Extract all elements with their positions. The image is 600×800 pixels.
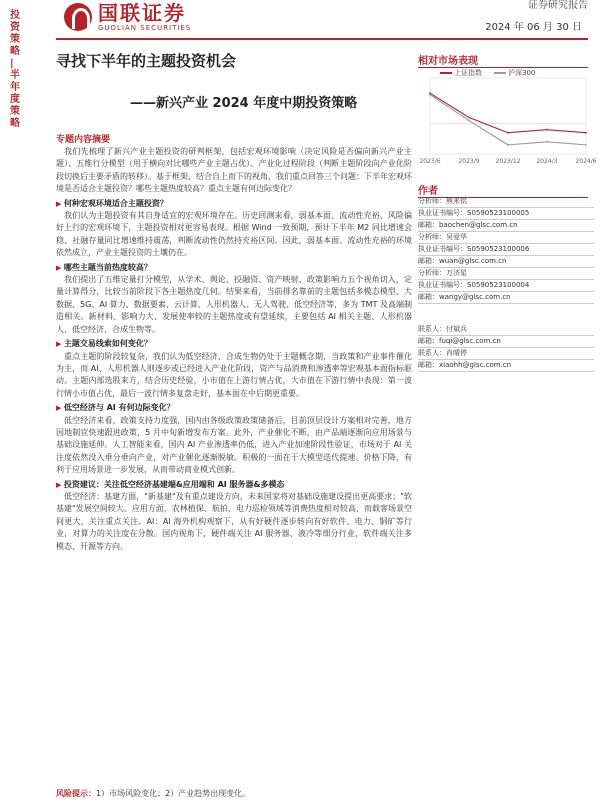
section-paragraph: 我们提出了五维定量打分模型，从学术、舆论、投融资、资产映射、政策影响力五个视角切入，定量计算得分，比较当前阶段下各主题热度几何。结果来看，当前排名靠前的主题包括多模态模型、大数据、5G、AI 算力、数据要素、云计算、人形机器人、无人驾驶、低空经济等，多为 TMT 及高端制造相关。新材料、影响力大、发展使率较的主题热度或有望延续，主要包括 AI 相关主题、人形机器人、低空经济、合成生物等。	[56, 275, 412, 334]
section-heading: ▶ 低空经济与 AI 有何边际变化？	[56, 402, 412, 414]
series-point	[468, 117, 470, 119]
section-paragraph: 我们认为主题投资有其自身适宜的宏观环境存在。历史回测来看，弱基本面、流动性充裕、风险偏好上行的宏观环境下，主题投资相对更容易表现。根据 Wind 一致预期，预计下半年 M2 同比增速会稳、社融存量同比增速维持震荡，判断流动性仍然持充裕区间。因此，弱基本面、流动性充裕的环境依然成立，产业主题投资的土壤仍在。	[56, 211, 412, 258]
section-paragraph: 低空经济：基建方面，"新基建"及有重点建设方向，未来国家将对基础设施建设提出更高要求；"软基建"发展空间较大。应用方面，农林植保、航拍、电力巡检领域等消费热度相对较高，而载客场景空间更大，关注重点关注。AI：AI 海外机构观察下，从有好硬件逐步转向有好软件、电力、铜矿等行业，对算力的关注度在分散。国内视角下，硬件端关注 AI 服务器、液冷等细分行业，软件端关注多模态、开源等方向。	[56, 491, 412, 551]
author-line: 执业证书编号：S0590523100005	[418, 208, 594, 220]
header-divider	[56, 38, 588, 40]
section-paragraph: 重点主题的阶段较复杂，我们认为低空经济、合成生物仍处于主题概念期，当政策和产业事件催化为主，而 AI、人形机器人则逐步或已经进入产业化阶段，资产与品消费和渗透率等宏观基本面指标驱动。主题内部选股来方，结合历史经验，小市值在上游行情占优，大市值在下游行情中表现：第一波行情小市值占优，最后一波行情多复盘走好，基本面在中后期更重要。	[56, 351, 412, 398]
x-tick-label: 2023/6	[419, 158, 441, 165]
relative-performance-chart	[412, 64, 597, 174]
author-line: 分析师：万济星	[418, 268, 594, 280]
legend-item-0: 上证指数	[440, 68, 482, 78]
author-line	[418, 304, 594, 324]
series-point	[507, 132, 509, 134]
author-line: 执业证书编号：S0590523100004	[418, 280, 594, 292]
series-line-0	[430, 93, 586, 133]
author-line: 分析师：熊来铭	[418, 196, 594, 208]
series-point	[546, 141, 548, 143]
author-line: 邮箱：fuqi@glsc.com.cn	[418, 336, 594, 348]
legend-item-1: 沪深300	[494, 68, 535, 78]
risk-note: 风险提示：1）市场风险变化；2）产业趋势出现变化。	[56, 789, 251, 798]
series-point	[429, 94, 431, 96]
summary-intro: 我们先梳理了新兴产业主题投资的研判框架，包括宏观环境影响（决定风险是否偏向新兴产业主题）、五维行分模型（用于横向对比哪些产业主题占优）、产业化过程阶段（判断主题阶段向产业化阶段切换后主要矛盾的转移）。基于框架，结合自上而下的视角，我们重点回答三个问题：下半年宏观环境是否适合主题投资？哪些主题热度较高？重点主题有何边际变化？	[56, 147, 412, 194]
page-subtitle: ——新兴产业 2024 年度中期投资策略	[130, 96, 358, 111]
author-line: 邮箱：xiaohh@glsc.com.cn	[418, 360, 594, 372]
side-tag: 投资策略 | 半年度策略	[10, 10, 20, 129]
series-line-1	[430, 95, 586, 145]
logo-mark-icon	[64, 3, 92, 31]
logo-subtext: GUOLIAN SECURITIES	[98, 24, 192, 32]
section-heading: ▶ 何种宏观环境适合主题投资？	[56, 198, 412, 210]
page-title: 寻找下半年的主题投资机会	[56, 52, 237, 70]
series-point	[468, 120, 470, 122]
chart-section-heading: 相对市场表现	[418, 52, 588, 68]
summary-heading: 专题内容摘要	[56, 135, 111, 145]
series-point	[585, 144, 587, 146]
section-heading: ▶ 投资建议：关注低空经济基建端&应用端和 AI 服务器&多模态	[56, 479, 412, 491]
section-paragraph: 低空经济来看，政策支持力度强，国内由各级政策政策储备后，目前顶层设计方案相对完善，地方因地制宜快速跟进政策，5 月中旬新增发布方案。此外，产业催化不断，由产品端逐渐向应用场景与基础设施延伸。人工智能来看，国内 AI 产业渗透率仍低，进入产业加速阶段性验证，市场对于 AI 关注度依然没入垂分垂向产业，对产业催化逐渐脱敏。积极的一面在于大模型迭代提速、价格下降，有利于应用场景进一步发展，从而带动商业模式创新。	[56, 415, 412, 475]
x-tick-label: 2023/9	[458, 158, 480, 165]
author-line: 执业证书编号：S0590523100006	[418, 244, 594, 256]
section-heading: ▶ 哪些主题当前热度较高？	[56, 262, 412, 274]
x-tick-label: 2024/3	[536, 158, 558, 165]
report-type: 证券研究报告	[528, 0, 588, 11]
author-line: 联系人：付斌兵	[418, 324, 594, 336]
report-date: 2024 年 06 月 30 日	[485, 22, 582, 33]
series-point	[507, 144, 509, 146]
x-tick-label: 2024/6	[575, 158, 597, 165]
author-line: 联系人：肖晴停	[418, 348, 594, 360]
section-heading: ▶ 主题交易线索如何变化？	[56, 338, 412, 350]
authors-heading: 作者	[418, 182, 588, 198]
series-point	[585, 132, 587, 134]
author-line: 邮箱：baochen@glsc.com.cn	[418, 220, 594, 232]
logo-text: 国联证券	[98, 1, 186, 25]
author-line: 分析师：吴爱华	[418, 232, 594, 244]
author-line: 邮箱：wangy@glsc.com.cn	[418, 292, 594, 304]
series-point	[546, 129, 548, 131]
author-line: 邮箱：wuan@glsc.com.cn	[418, 256, 594, 268]
logo	[64, 2, 191, 32]
x-tick-label: 2023/12	[495, 158, 521, 165]
summary-body	[56, 146, 412, 553]
authors-list	[418, 196, 594, 372]
